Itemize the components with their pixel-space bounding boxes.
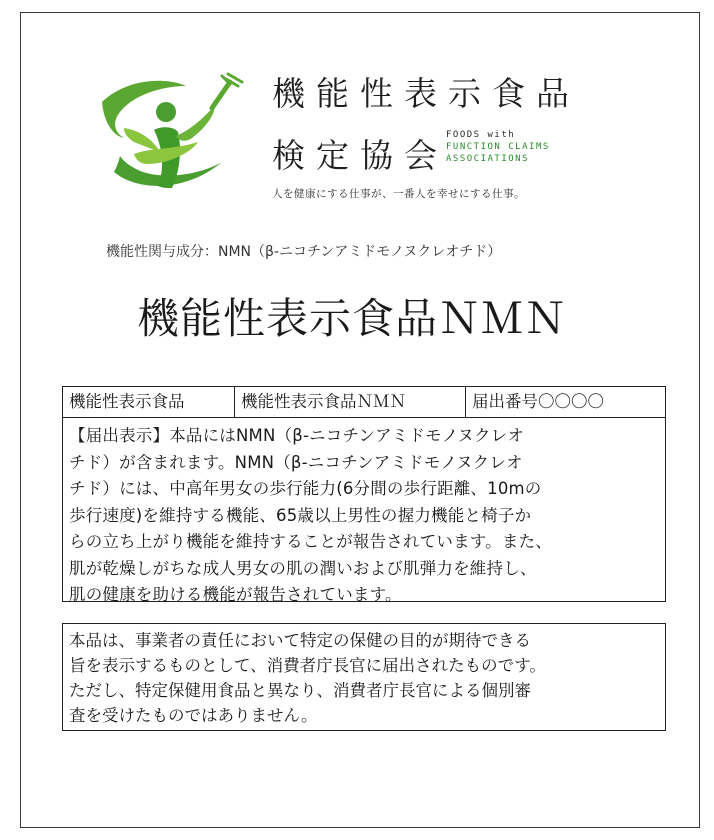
product-title: 機能性表示食品ＮＭＮ bbox=[137, 294, 568, 343]
organization-tagline: 人を健康にする仕事が、一番人を幸せにする仕事。 bbox=[272, 188, 525, 200]
disclaimer-line: 本品は、事業者の責任において特定の保健の目的が期待できる bbox=[69, 631, 531, 650]
organization-english-name bbox=[446, 129, 550, 165]
notice-line: チド）には、中高年男女の歩行能力(6分間の歩行距離、10mの bbox=[69, 479, 542, 498]
notice-line: 歩行速度)を維持する機能、65歳以上男性の握力機能と椅子か bbox=[69, 505, 532, 525]
notice-line: チド）が含まれます。NMN（β-ニコチンアミドモノヌクレオ bbox=[69, 452, 523, 472]
header-category-cell: 機能性表示食品 bbox=[63, 387, 235, 417]
notification-statement-box bbox=[62, 418, 666, 602]
org-en-line1: FOODS with bbox=[446, 130, 516, 140]
disclaimer-line: 旨を表示するものとして、消費者庁長官に届出されたものです。 bbox=[69, 656, 546, 675]
functional-ingredient-label: 機能性関与成分：NMN（β-ニコチンアミドモノヌクレオチド） bbox=[106, 244, 502, 260]
disclaimer-box bbox=[62, 623, 666, 731]
notice-line: 【届出表示】本品にはNMN（β-ニコチンアミドモノヌクレオ bbox=[69, 426, 525, 445]
label-header-row bbox=[62, 386, 666, 418]
header-product-cell: 機能性表示食品ＮＭＮ bbox=[235, 387, 466, 417]
organization-name-line2: 検定協会 bbox=[272, 136, 448, 175]
notice-line: らの立ち上がり機能を維持することが報告されています。また、 bbox=[69, 532, 552, 551]
person-with-fork-logo-icon bbox=[94, 72, 246, 196]
notice-line: 肌の健康を助ける機能が報告されています。 bbox=[69, 585, 402, 604]
header-registration-cell: 届出番号〇〇〇〇 bbox=[472, 392, 604, 411]
org-en-line2: FUNCTION CLAIMS bbox=[446, 142, 550, 152]
notice-line: 肌が乾燥しがちな成人男女の肌の潤いおよび肌弾力を維持し、 bbox=[69, 558, 537, 578]
disclaimer-line: ただし、特定保健用食品と異なり、消費者庁長官による個別審 bbox=[69, 681, 531, 700]
disclaimer-line: 査を受けたものではありません。 bbox=[69, 706, 318, 725]
org-en-line3: ASSOCIATIONS bbox=[446, 154, 530, 164]
organization-name-line1: 機能性表示食品 bbox=[272, 74, 580, 113]
